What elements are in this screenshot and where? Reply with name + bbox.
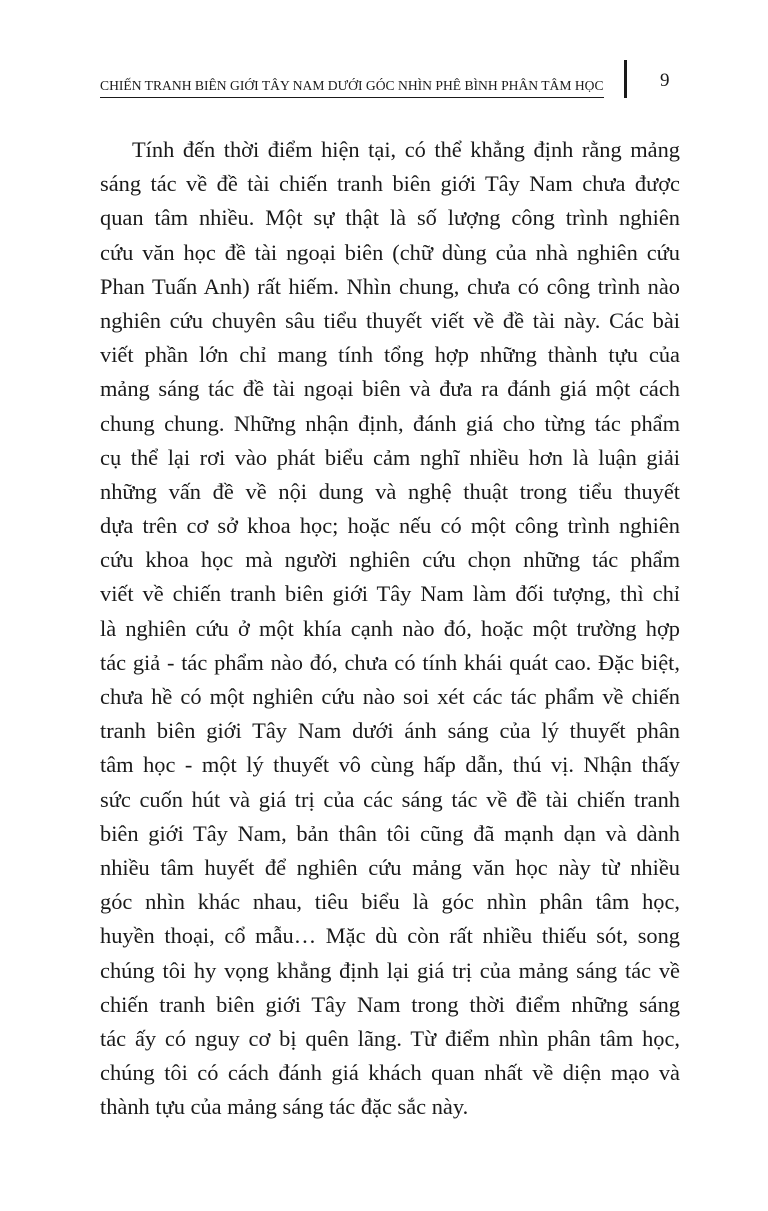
text-line: tác ấy có nguy cơ bị quên lãng. Từ điểm nhìn phân tâm học, [100,1025,680,1051]
text-line: biên giới Tây Nam, bản thân tôi cũng đã mạnh dạn và dành [100,820,680,846]
running-head-title: CHIẾN TRANH BIÊN GIỚI TÂY NAM DƯỚI GÓC NHÌN PHÊ BÌNH PHÂN TÂM HỌC [100,78,604,93]
text-line: chúng tôi có cách đánh giá khách quan nhất về diện mạo và [100,1060,680,1086]
text-line: cụ thể lại rơi vào phát biểu cảm nghĩ nhiều hơn là luận giải [100,444,680,470]
running-head-underline [100,97,604,98]
text-line: cứu khoa học mà người nghiên cứu chọn những tác phẩm [100,547,680,573]
text-line: góc nhìn khác nhau, tiêu biểu là góc nhìn phân tâm học, [100,889,680,915]
text-line: quan tâm nhiều. Một sự thật là số lượng công trình nghiên [100,205,680,231]
page-number: 9 [660,70,670,91]
text-line: sáng tác về đề tài chiến tranh biên giới Tây Nam chưa được [100,171,680,197]
text-line: viết về chiến tranh biên giới Tây Nam làm đối tượng, thì chỉ [100,581,680,607]
text-line: chúng tôi hy vọng khẳng định lại giá trị của mảng sáng tác về [100,957,680,983]
text-line: chung chung. Những nhận định, đánh giá cho từng tác phẩm [100,410,680,436]
text-line: cứu văn học đề tài ngoại biên (chữ dùng của nhà nghiên cứu [100,239,680,265]
text-line: chưa hề có một nghiên cứu nào soi xét các tác phẩm về chiến [100,684,680,709]
text-line: chiến tranh biên giới Tây Nam trong thời điểm những sáng [100,991,680,1017]
text-line: tâm học - một lý thuyết vô cùng hấp dẫn, thú vị. Nhận thấy [100,752,680,778]
text-line: nhiều tâm huyết để nghiên cứu mảng văn học này từ nhiều [100,854,680,880]
text-line: thành tựu của mảng sáng tác đặc sắc này. [100,1094,469,1120]
text-line: nghiên cứu chuyên sâu tiểu thuyết viết về đề tài này. Các bài [100,307,680,333]
running-head-divider [624,60,627,98]
text-line: viết phần lớn chỉ mang tính tổng hợp những thành tựu của [100,342,680,368]
text-line: Tính đến thời điểm hiện tại, có thể khẳng định rằng mảng [132,137,680,162]
text-line: sức cuốn hút và giá trị của các sáng tác về đề tài chiến tranh [100,786,680,812]
body-paragraph [100,133,680,1124]
text-line: tranh biên giới Tây Nam dưới ánh sáng của lý thuyết phân [100,718,680,744]
text-line: tác giả - tác phẩm nào đó, chưa có tính khái quát cao. Đặc biệt, [100,649,680,675]
text-line: những vấn đề về nội dung và nghệ thuật trong tiểu thuyết [100,478,680,504]
text-line: Phan Tuấn Anh) rất hiếm. Nhìn chung, chưa có công trình nào [100,273,680,299]
text-line: huyền thoại, cổ mẫu… Mặc dù còn rất nhiều thiếu sót, song [100,923,680,949]
text-line: mảng sáng tác đề tài ngoại biên và đưa ra đánh giá một cách [100,376,680,402]
text-line: dựa trên cơ sở khoa học; hoặc nếu có một công trình nghiên [100,513,680,539]
text-line: là nghiên cứu ở một khía cạnh nào đó, hoặc một trường hợp [100,615,680,641]
